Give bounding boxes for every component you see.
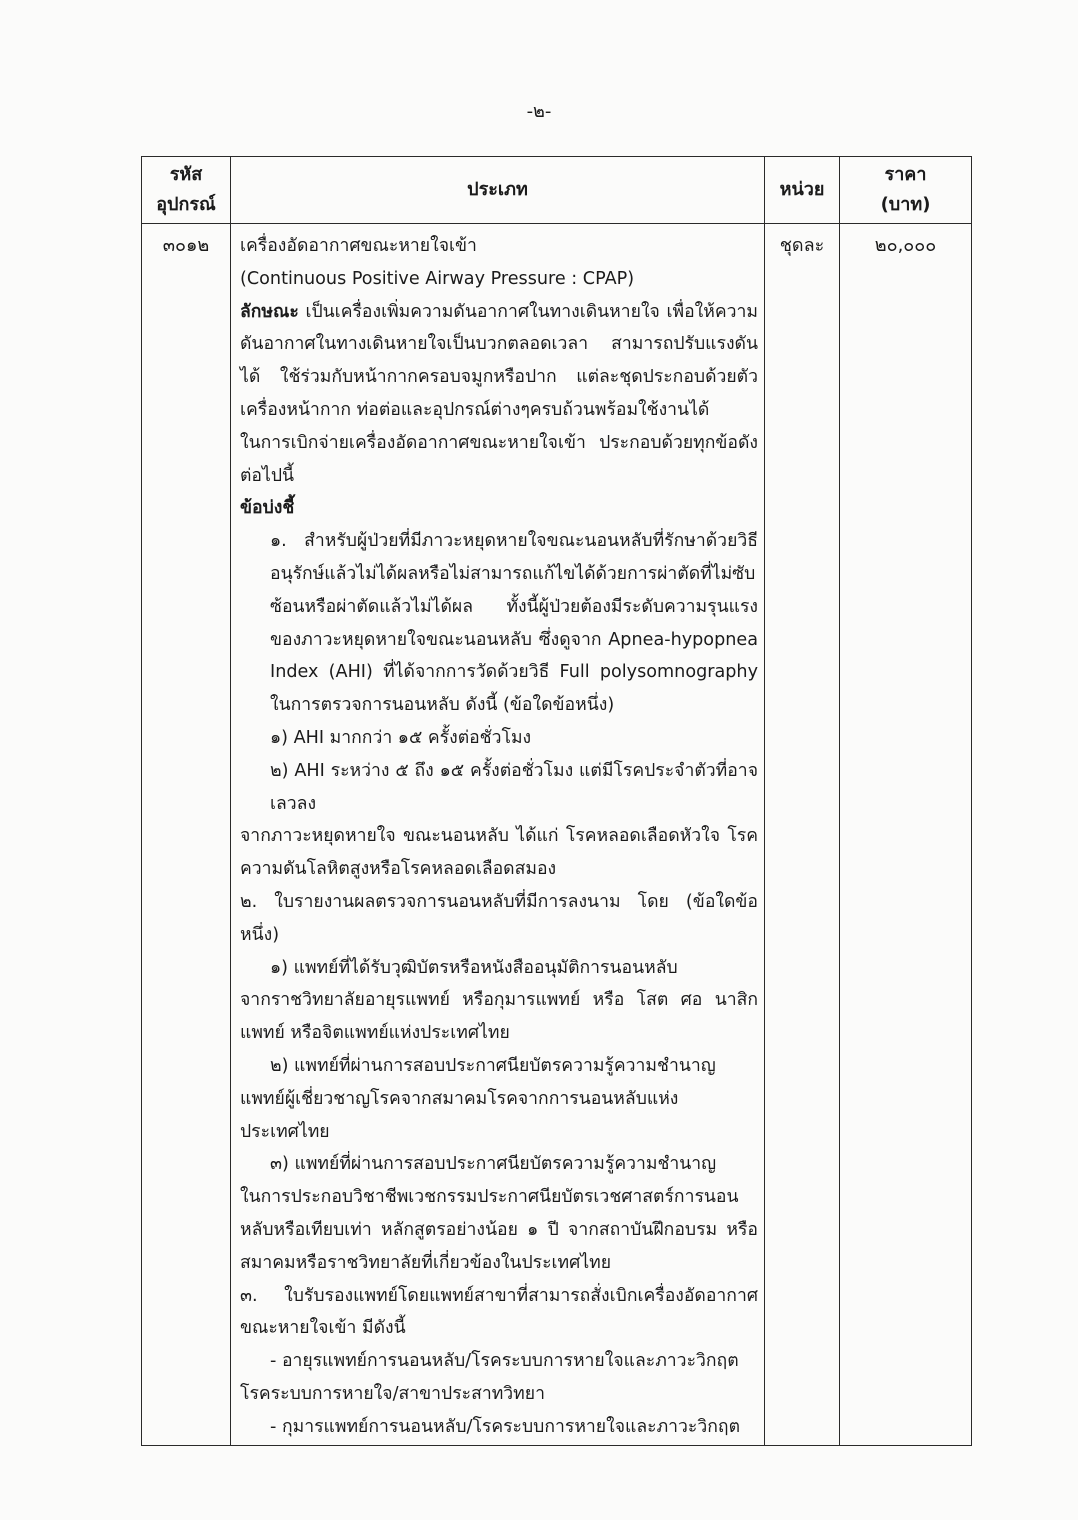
indication-item-1-1: ๑) AHI มากกว่า ๑๕ ครั้งต่อชั่วโมง: [270, 727, 532, 748]
indication-item-3-2: - กุมารแพทย์การนอนหลับ/โรคระบบการหายใจและภาวะวิกฤต: [270, 1416, 740, 1437]
indication-item-2-2-first: ๒) แพทย์ที่ผ่านการสอบประกาศนียบัตรความรู้ความชำนาญ: [270, 1055, 716, 1076]
header-unit: หน่วย: [765, 157, 840, 224]
header-code: [142, 157, 231, 224]
header-code-line2: อุปกรณ์: [156, 194, 216, 215]
feature-label: ลักษณะ: [240, 301, 299, 322]
feature-text: เป็นเครื่องเพิ่มความดันอากาศในทางเดินหายใจ เพื่อให้ความดันอากาศในทางเดินหายใจเป็นบวกตลอดเวลา สามารถปรับแรงดันได้ ใช้ร่วมกับหน้ากากครอบจมูกหรือปาก แต่ละชุดประกอบด้วยตัวเครื่องหน้ากาก ท่อต่อและอุปกรณ์ต่างๆครบถ้วนพร้อมใช้งานได้: [240, 301, 758, 420]
indication-item-3: ๓. ใบรับรองแพทย์โดยแพทย์สาขาที่สามารถสั่งเบิกเครื่องอัดอากาศขณะหายใจเข้า มีดังนี้: [240, 1285, 758, 1339]
equipment-code: ๓๐๑๒: [142, 224, 231, 1446]
indication-item-2-1-first: ๑) แพทย์ที่ได้รับวุฒิบัตรหรือหนังสืออนุมัติการนอนหลับ: [270, 957, 678, 978]
indication-item-2-1-rest: จากราชวิทยาลัยอายุรแพทย์ หรือกุมารแพทย์ หรือ โสต ศอ นาสิกแพทย์ หรือจิตแพทย์แห่งประเทศไทย: [240, 990, 758, 1044]
indication-item-1-2-first: ๒) AHI ระหว่าง ๕ ถึง ๑๕ ครั้งต่อชั่วโมง แต่มีโรคประจำตัวที่อาจเลวลง: [270, 760, 758, 814]
header-code-line1: รหัส: [169, 164, 203, 185]
header-type: ประเภท: [231, 157, 765, 224]
header-price-line1: ราคา: [884, 164, 927, 185]
equipment-title-en: (Continuous Positive Airway Pressure : CPAP): [240, 268, 635, 289]
equipment-description: [231, 224, 765, 1446]
feature-paragraph: [240, 296, 758, 427]
indication-item-1: ๑. สำหรับผู้ป่วยที่มีภาวะหยุดหายใจขณะนอนหลับที่รักษาด้วยวิธีอนุรักษ์แล้วไม่ได้ผลหรือไม่สามารถแก้ไขได้ด้วยการผ่าตัดที่ไม่ซับซ้อนหรือผ่าตัดแล้วไม่ได้ผล ทั้งนี้ผู้ป่วยต้องมีระดับความรุนแรงของภาวะหยุดหายใจขณะนอนหลับ ซึ่งดูจาก Apnea-hypopnea Index (AHI) ที่ได้จากการวัดด้วยวิธี Full polysomnography ในการตรวจการนอนหลับ ดังนี้ (ข้อใดข้อหนึ่ง): [270, 531, 758, 716]
equipment-title: เครื่องอัดอากาศขณะหายใจเข้า: [240, 236, 477, 256]
equipment-unit: ชุดละ: [765, 224, 840, 1446]
usage-paragraph: ในการเบิกจ่ายเครื่องอัดอากาศขณะหายใจเข้า ประกอบด้วยทุกข้อดังต่อไปนี้: [240, 432, 758, 486]
table-header-row: [142, 157, 972, 224]
equipment-table: [141, 156, 972, 1446]
indication-item-2-2-rest: แพทย์ผู้เชี่ยวชาญโรคจากสมาคมโรคจากการนอนหลับแห่งประเทศไทย: [240, 1088, 679, 1142]
page-number: -๒-: [526, 101, 552, 122]
indication-item-3-1-first: - อายุรแพทย์การนอนหลับ/โรคระบบการหายใจและภาวะวิกฤต: [270, 1351, 739, 1372]
table-row: [142, 224, 972, 1446]
header-price-line2: (บาท): [880, 194, 931, 215]
indication-heading: ข้อบ่งชี้: [240, 498, 295, 519]
header-price: [840, 157, 972, 224]
indication-item-2: ๒. ใบรายงานผลตรวจการนอนหลับที่มีการลงนาม โดย (ข้อใดข้อหนึ่ง): [240, 891, 758, 945]
equipment-price: ๒๐,๐๐๐: [840, 224, 972, 1446]
indication-item-1-2-rest: จากภาวะหยุดหายใจ ขณะนอนหลับ ได้แก่ โรคหลอดเลือดหัวใจ โรคความดันโลหิตสูงหรือโรคหลอดเลือดสมอง: [240, 826, 758, 880]
indication-item-3-1-rest: โรคระบบการหายใจ/สาขาประสาทวิทยา: [240, 1383, 545, 1404]
indication-item-2-3-first: ๓) แพทย์ที่ผ่านการสอบประกาศนียบัตรความรู้ความชำนาญ: [270, 1154, 717, 1175]
indication-item-2-3-rest: ในการประกอบวิชาชีพเวชกรรมประกาศนียบัตรเวชศาสตร์การนอนหลับหรือเทียบเท่า หลักสูตรอย่างน้อย ๑ ปี จากสถาบันฝึกอบรม หรือสมาคมหรือราชวิทยาลัยที่เกี่ยวข้องในประเทศไทย: [240, 1187, 758, 1273]
